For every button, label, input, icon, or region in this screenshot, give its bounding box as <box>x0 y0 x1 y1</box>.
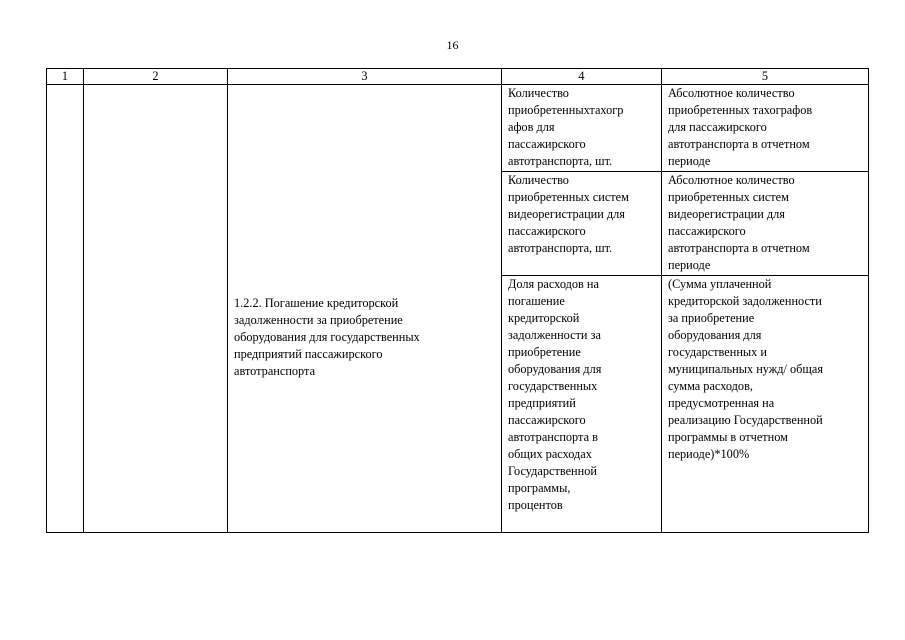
method-cell <box>662 276 869 533</box>
header-col-5: 5 <box>662 69 869 85</box>
indicator-text: Количество приобретенныхтахогр афов для пассажирского автотранспорта, шт. <box>508 86 624 168</box>
cell-col-2 <box>84 85 228 533</box>
method-text: Абсолютное количество приобретенных тахографов для пассажирского автотранспорта в отчетном периоде <box>668 86 813 168</box>
method-cell <box>662 85 869 172</box>
method-text: Абсолютное количество приобретенных систем видеорегистрации для пассажирского автотранспорта в отчетном периоде <box>668 173 810 272</box>
indicator-cell <box>502 172 662 276</box>
indicator-text: Количество приобретенных систем видеорегистрации для пассажирского автотранспорта, шт. <box>508 173 629 255</box>
measure-name-cell <box>228 85 502 533</box>
indicator-cell <box>502 276 662 533</box>
table-header-row <box>47 69 869 85</box>
header-col-2: 2 <box>84 69 228 85</box>
method-text: (Сумма уплаченной кредиторской задолженности за приобретение оборудования для государственных и муниципальных нужд/ общая сумма расходов, предусмотренная на реализацию Государственной программы в отчетном периоде)*100% <box>668 277 824 461</box>
header-col-1: 1 <box>47 69 84 85</box>
cell-col-1 <box>47 85 84 533</box>
indicator-text: Доля расходов на погашение кредиторской задолженности за приобретение оборудования для государственных предприятий пассажирского автотранспорта в общих расходах Государственной программы, процентов <box>508 277 602 512</box>
header-col-3: 3 <box>228 69 502 85</box>
method-cell <box>662 172 869 276</box>
measure-name: 1.2.2. Погашение кредиторской задолженности за приобретение оборудования для государственных предприятий пассажирского автотранспорта <box>234 296 420 378</box>
header-col-4: 4 <box>502 69 662 85</box>
indicators-table <box>46 68 869 533</box>
table-row <box>47 85 869 172</box>
page-number: 16 <box>446 38 459 52</box>
indicator-cell <box>502 85 662 172</box>
